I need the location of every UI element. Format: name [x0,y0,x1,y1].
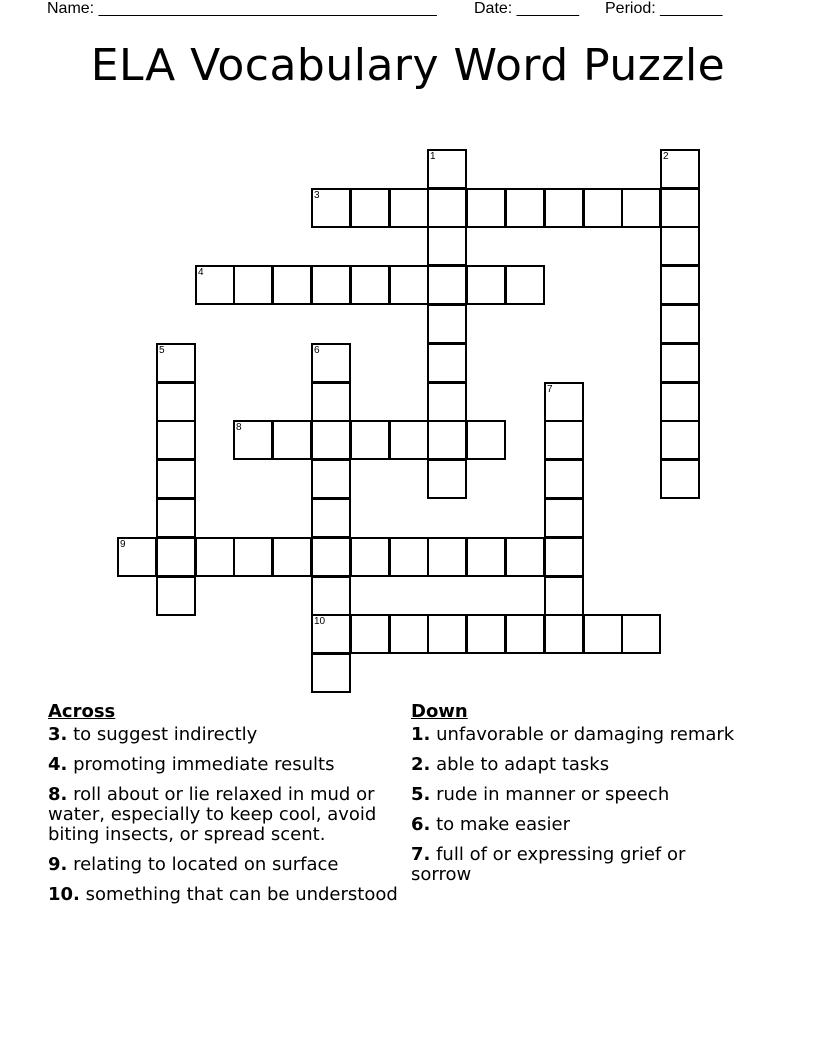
crossword-cell[interactable] [350,420,390,460]
crossword-cell[interactable] [466,537,506,577]
crossword-cell[interactable] [311,188,351,228]
crossword-cell[interactable] [156,537,196,577]
crossword-cell[interactable] [272,537,312,577]
clue-item [411,845,751,885]
period-field[interactable]: Period: _______ [605,0,723,17]
clue-item [411,755,751,775]
clue-item [411,815,751,835]
crossword-cell[interactable] [427,537,467,577]
crossword-cell[interactable] [505,614,545,654]
crossword-cell[interactable] [544,459,584,499]
clue-number: 1 [430,151,436,162]
clue-item-text: relating to located on surface [67,854,339,875]
crossword-cell[interactable] [427,188,467,228]
clue-item-number: 5. [411,784,431,805]
clue-item-text: to suggest indirectly [67,724,258,745]
crossword-cell[interactable] [505,537,545,577]
crossword-cell[interactable] [156,576,196,616]
across-heading: Across [48,701,116,722]
crossword-cell[interactable] [505,188,545,228]
crossword-cell[interactable] [621,614,661,654]
clue-item-number: 10. [48,884,80,905]
crossword-cell[interactable] [311,420,351,460]
clue-number: 6 [314,345,320,356]
crossword-cell[interactable] [350,537,390,577]
down-heading: Down [411,701,468,722]
crossword-cell[interactable] [466,265,506,305]
page-title: ELA Vocabulary Word Puzzle [90,40,726,91]
crossword-cell[interactable] [583,614,623,654]
clue-item-number: 1. [411,724,431,745]
crossword-cell[interactable] [660,343,700,383]
clue-number: 3 [314,190,320,201]
clue-item-text: roll about or lie relaxed in mud or water, especially to keep cool, avoid biting insects, or spread scent. [48,784,377,845]
crossword-cell[interactable] [156,420,196,460]
clue-number: 10 [314,616,326,627]
clue-item [411,785,751,805]
clue-item-number: 7. [411,844,431,865]
crossword-cell[interactable] [660,420,700,460]
crossword-cell[interactable] [427,149,467,189]
crossword-cell[interactable] [660,149,700,189]
clue-item-number: 2. [411,754,431,775]
crossword-cell[interactable] [156,343,196,383]
clue-number: 2 [663,151,669,162]
crossword-cell[interactable] [233,420,273,460]
crossword-cell[interactable] [660,459,700,499]
crossword-cell[interactable] [195,537,235,577]
crossword-cell[interactable] [233,537,273,577]
down-clues [411,702,751,895]
clue-item-text: to make easier [430,814,570,835]
crossword-cell[interactable] [117,537,157,577]
crossword-cell[interactable] [311,382,351,422]
crossword-cell[interactable] [311,537,351,577]
crossword-cell[interactable] [311,614,351,654]
clue-number: 4 [198,267,204,278]
clue-item-text: something that can be understood [79,884,398,905]
crossword-cell[interactable] [389,188,429,228]
crossword-cell[interactable] [427,343,467,383]
crossword-cell[interactable] [660,382,700,422]
crossword-cell[interactable] [660,265,700,305]
crossword-cell[interactable] [427,420,467,460]
crossword-cell[interactable] [350,614,390,654]
clue-item [48,785,408,845]
crossword-cell[interactable] [311,265,351,305]
crossword-cell[interactable] [544,498,584,538]
crossword-cell[interactable] [544,382,584,422]
crossword-cell[interactable] [466,420,506,460]
crossword-cell[interactable] [427,265,467,305]
crossword-cell[interactable] [389,420,429,460]
crossword-cell[interactable] [272,420,312,460]
crossword-cell[interactable] [389,265,429,305]
clue-item [48,725,408,745]
crossword-cell[interactable] [233,265,273,305]
clue-item-number: 9. [48,854,68,875]
clue-item [411,725,751,745]
crossword-cell[interactable] [466,188,506,228]
clue-number: 9 [120,539,126,550]
crossword-cell[interactable] [311,653,351,693]
clue-item [48,855,408,875]
crossword-cell[interactable] [544,537,584,577]
crossword-cell[interactable] [350,188,390,228]
crossword-cell[interactable] [311,343,351,383]
crossword-cell[interactable] [427,382,467,422]
clue-item-text: able to adapt tasks [430,754,610,775]
crossword-cell[interactable] [311,576,351,616]
clue-item-number: 4. [48,754,68,775]
crossword-cell[interactable] [350,265,390,305]
clue-item [48,755,408,775]
crossword-cell[interactable] [660,226,700,266]
crossword-cell[interactable] [427,614,467,654]
crossword-cell[interactable] [544,576,584,616]
clue-number: 5 [159,345,165,356]
clue-number: 8 [236,422,242,433]
crossword-cell[interactable] [544,614,584,654]
clue-item-number: 8. [48,784,68,805]
crossword-cell[interactable] [427,304,467,344]
name-field[interactable]: Name: ______________________________________ [47,0,437,17]
clue-item-text: unfavorable or damaging remark [430,724,735,745]
crossword-cell[interactable] [389,537,429,577]
crossword-cell[interactable] [660,188,700,228]
across-clues [48,702,408,915]
crossword-cell[interactable] [660,304,700,344]
crossword-cell[interactable] [156,382,196,422]
crossword-cell[interactable] [389,614,429,654]
clue-item-text: promoting immediate results [67,754,335,775]
crossword-cell[interactable] [505,265,545,305]
clue-item-number: 3. [48,724,68,745]
clue-item-text: full of or expressing grief or sorrow [411,844,686,885]
crossword-cell[interactable] [311,498,351,538]
crossword-cell[interactable] [195,265,235,305]
crossword-cell[interactable] [466,614,506,654]
crossword-cell[interactable] [272,265,312,305]
date-field[interactable]: Date: _______ [474,0,579,17]
crossword-cell[interactable] [544,188,584,228]
crossword-cell[interactable] [156,459,196,499]
crossword-cell[interactable] [156,498,196,538]
clue-item-number: 6. [411,814,431,835]
clue-item [48,885,408,905]
crossword-cell[interactable] [621,188,661,228]
clue-item-text: rude in manner or speech [430,784,670,805]
clue-number: 7 [547,384,553,395]
crossword-cell[interactable] [311,459,351,499]
crossword-cell[interactable] [544,420,584,460]
crossword-cell[interactable] [427,459,467,499]
crossword-cell[interactable] [427,226,467,266]
crossword-cell[interactable] [583,188,623,228]
